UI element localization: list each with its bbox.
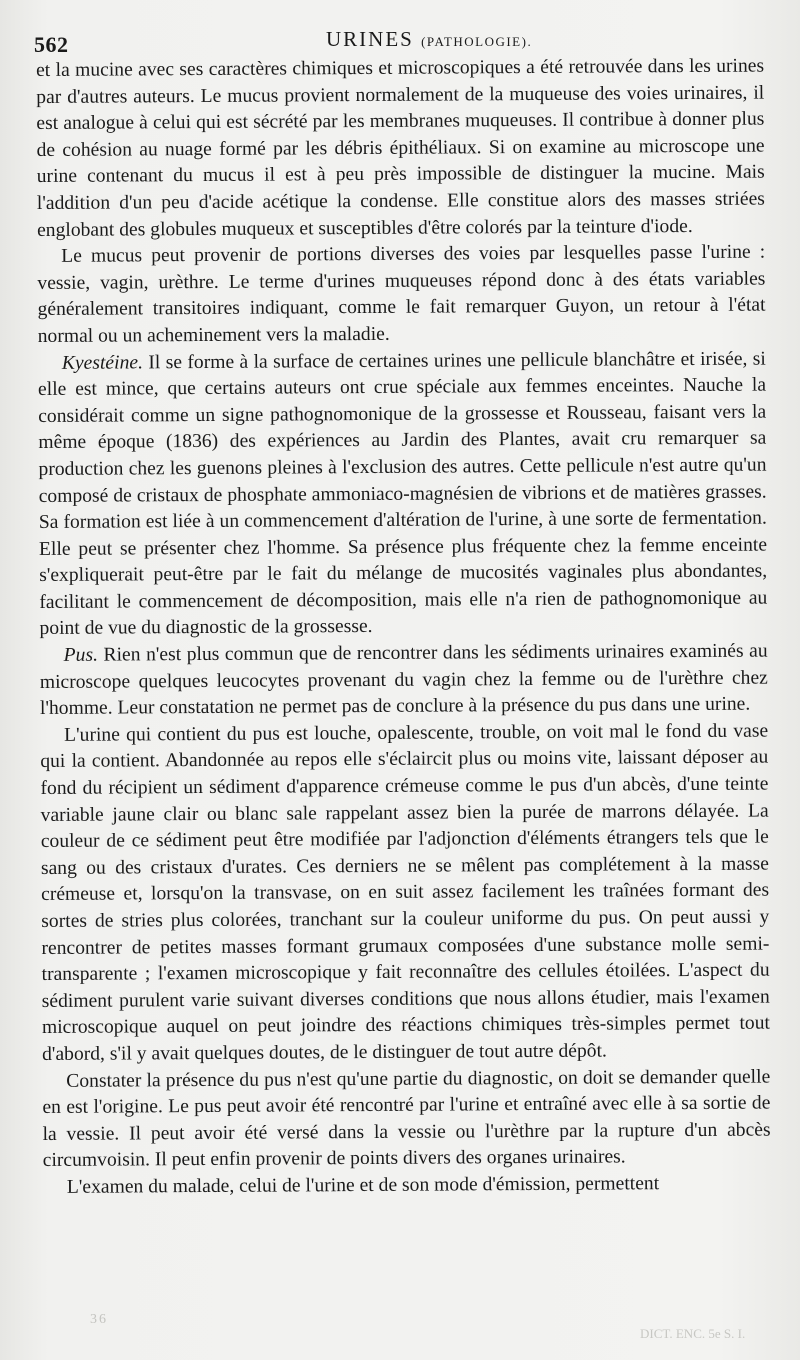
section-lead: Pus. (63, 644, 99, 666)
paragraph (38, 346, 768, 643)
paragraph (42, 1064, 771, 1175)
paragraph (37, 240, 766, 351)
paragraph-text: Il se forme à la surface de certaines urines une pellicule blanchâtre et irisée, si elle est mince, que certains auteurs ont crue spéciale aux femmes enceintes. Nauche la considérait comme un signe pathognomonique de la grossesse et Rousseau, faisant vers la même époque (1836) des expériences au Jardin des Plantes, avait cru remarquer sa production chez les guenons pleines à l'exclusion des autres. Cette pellicule n'est autre qu'un composé de cristaux de phosphate ammoniaco-magnésien de vibrions et de matières grasses. Sa formation est liée à un commencement d'altération de l'urine, à une sorte de fermentation. Elle peut se présenter chez l'homme. Sa présence plus fréquente chez la femme enceinte s'expliquerait peut-être par le fait du mélange de mucosités vaginales plus abondantes, facilitant le commencement de décomposition, mais elle n'a rien de pathognomonique au point de vue du diagnostic de la grossesse. (37, 348, 768, 640)
paragraph-text: Le mucus peut provenir de portions diverses des voies par lesquelles passe l'urine : vessie, vagin, urèthre. Le terme d'urines muqueuses répond donc à des états variables généralement transitoires indiquant, comme le fait remarquer Guyon, un retour à l'état normal ou un acheminement vers la maladie. (37, 241, 766, 347)
bleed-through-number: 36 (90, 1312, 108, 1327)
title-text: URINES (326, 27, 414, 51)
running-header (34, 22, 770, 57)
paragraph (43, 1170, 771, 1201)
body-text (36, 54, 771, 1202)
bleed-through-signature: DICT. ENC. 5e S. I. (640, 1326, 746, 1341)
paragraph-text: et la mucine avec ses caractères chimiques et microscopiques a été retrouvée dans les urines par d'autres auteurs. Le mucus provient normalement de la muqueuse des voies urinaires, il est analogue à celui qui est sécrété par les membranes muqueuses. Il contribue à donner plus de cohésion au nuage formé par les débris épithéliaux. Si on examine au microscope une urine contenant du mucus il est à peu près impossible de distinguer la mucine. Mais l'addition d'un peu d'acide acétique la condense. Elle constitue alors des masses striées englobant des globules muqueux et susceptibles d'être colorés par la teinture d'iode. (36, 55, 765, 241)
paragraph (40, 639, 768, 723)
subtitle-text: (PATHOLOGIE). (421, 34, 533, 49)
running-title (326, 27, 532, 52)
paragraph-text: Constater la présence du pus n'est qu'une partie du diagnostic, on doit se demander quelle en est l'origine. Le pus peut avoir été rencontré par l'urine et entraîné avec elle à sa sortie de la vessie. Il peut avoir été versé dans la vessie ou l'urèthre par la rupture d'un abcès circumvoisin. Il peut enfin provenir de points divers des organes urinaires. (42, 1066, 771, 1172)
paragraph (40, 718, 770, 1068)
paragraph (36, 54, 765, 245)
page-number: 562 (34, 32, 69, 57)
paragraph-text: Rien n'est plus commun que de rencontrer dans les sédiments urinaires examinés au microscope quelques leucocytes provenant du vagin chez la femme ou de l'urèthre chez l'homme. Leur constatation ne permet pas de conclure à la présence du pus dans une urine. (39, 640, 768, 720)
paragraph-text: L'examen du malade, celui de l'urine et de son mode d'émission, permettent (66, 1173, 660, 1198)
paragraph-text: L'urine qui contient du pus est louche, opalescente, trouble, on voit mal le fond du vase qui la contient. Abandonnée au repos elle s'éclaircit plus ou moins vite, laissant déposer au fond du récipient un sédiment d'apparence crémeuse comme le pus d'un abcès, d'une teinte variable jaune clair ou blanc sale rappelant assez bien la purée de marrons délayée. La couleur de ce sédiment peut être modifiée par l'adjonction d'éléments étrangers tels que le sang ou des cristaux d'urates. Ces derniers ne se mêlent pas complétement à la masse crémeuse et, lorsqu'on la transvase, on en suit assez facilement les traînées formant des sortes de stries plus colorées, tranchant sur la couleur uniforme du pus. On peut aussi y rencontrer de petites masses formant grumaux composées d'une substance molle semi-transparente ; l'examen microscopique y fait reconnaître des cellules étoilées. L'aspect du sédiment purulent varie suivant diverses conditions que nous allons étudier, mais l'examen microscopique auquel on peut joindre des réactions chimiques très-simples permet tout d'abord, s'il y avait quelques doutes, de le distinguer de tout autre dépôt. (40, 720, 770, 1065)
section-lead: Kyestéine. (61, 351, 144, 374)
